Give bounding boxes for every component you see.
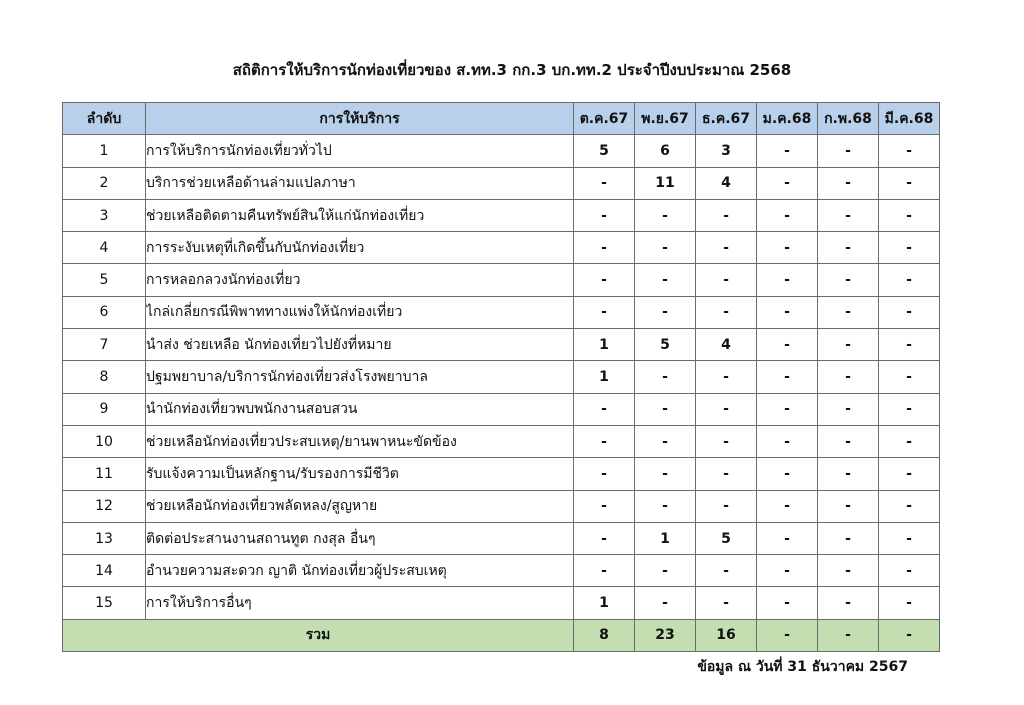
data-as-of-note: ข้อมูล ณ วันที่ 31 ธันวาคม 2567: [697, 659, 908, 675]
value-cell: -: [757, 361, 818, 393]
value-cell: -: [879, 296, 940, 328]
value-cell: 5: [635, 329, 696, 361]
value-cell: -: [696, 232, 757, 264]
total-label: รวม: [63, 619, 574, 651]
total-cell: 16: [696, 619, 757, 651]
value-cell: -: [818, 522, 879, 554]
value-cell: -: [696, 490, 757, 522]
value-cell: -: [635, 199, 696, 231]
table-row: [63, 458, 940, 490]
value-cell: -: [757, 458, 818, 490]
service-name: ช่วยเหลือนักท่องเที่ยวประสบเหตุ/ยานพาหนะขัดข้อง: [146, 425, 574, 457]
value-cell: -: [757, 199, 818, 231]
value-cell: -: [879, 135, 940, 167]
value-cell: -: [696, 296, 757, 328]
service-name: อำนวยความสะดวก ญาติ นักท่องเที่ยวผู้ประสบเหตุ: [146, 555, 574, 587]
table-row: [63, 425, 940, 457]
value-cell: -: [574, 425, 635, 457]
row-number: 7: [63, 329, 146, 361]
row-number: 4: [63, 232, 146, 264]
value-cell: -: [635, 490, 696, 522]
value-cell: -: [574, 199, 635, 231]
column-header-feb68: ก.พ.68: [818, 103, 879, 135]
service-name: รับแจ้งความเป็นหลักฐาน/รับรองการมีชีวิต: [146, 458, 574, 490]
value-cell: -: [635, 555, 696, 587]
value-cell: -: [818, 167, 879, 199]
value-cell: 3: [696, 135, 757, 167]
value-cell: -: [757, 135, 818, 167]
value-cell: -: [696, 555, 757, 587]
value-cell: -: [635, 264, 696, 296]
service-name: นำนักท่องเที่ยวพบพนักงานสอบสวน: [146, 393, 574, 425]
row-number: 8: [63, 361, 146, 393]
table-row: [63, 393, 940, 425]
page-title: สถิติการให้บริการนักท่องเที่ยวของ ส.ทท.3 กก.3 บก.ทท.2 ประจำปีงบประมาณ 2568: [232, 61, 792, 79]
row-number: 9: [63, 393, 146, 425]
value-cell: -: [879, 393, 940, 425]
service-name: นำส่ง ช่วยเหลือ นักท่องเที่ยวไปยังที่หมาย: [146, 329, 574, 361]
column-header-oct67: ต.ค.67: [574, 103, 635, 135]
value-cell: -: [757, 296, 818, 328]
value-cell: 11: [635, 167, 696, 199]
service-name: ปฐมพยาบาล/บริการนักท่องเที่ยวส่งโรงพยาบาล: [146, 361, 574, 393]
service-name: ไกล่เกลี่ยกรณีพิพาททางแพ่งให้นักท่องเที่ยว: [146, 296, 574, 328]
value-cell: -: [879, 522, 940, 554]
value-cell: -: [574, 296, 635, 328]
value-cell: -: [879, 425, 940, 457]
table-row: [63, 522, 940, 554]
value-cell: -: [879, 587, 940, 619]
value-cell: -: [818, 490, 879, 522]
column-header-nov67: พ.ย.67: [635, 103, 696, 135]
value-cell: -: [757, 425, 818, 457]
service-name: การให้บริการนักท่องเที่ยวทั่วไป: [146, 135, 574, 167]
table-row: [63, 135, 940, 167]
total-cell: -: [879, 619, 940, 651]
value-cell: -: [757, 167, 818, 199]
value-cell: 1: [574, 361, 635, 393]
value-cell: -: [696, 458, 757, 490]
value-cell: 4: [696, 329, 757, 361]
total-cell: 8: [574, 619, 635, 651]
service-name: การหลอกลวงนักท่องเที่ยว: [146, 264, 574, 296]
value-cell: -: [818, 135, 879, 167]
table-row: [63, 167, 940, 199]
table-row: [63, 361, 940, 393]
value-cell: -: [757, 329, 818, 361]
value-cell: -: [696, 425, 757, 457]
value-cell: -: [818, 393, 879, 425]
value-cell: 1: [574, 329, 635, 361]
total-cell: -: [757, 619, 818, 651]
value-cell: -: [879, 232, 940, 264]
value-cell: -: [818, 458, 879, 490]
value-cell: -: [574, 490, 635, 522]
column-header-no: ลำดับ: [63, 103, 146, 135]
value-cell: -: [757, 393, 818, 425]
value-cell: 1: [574, 587, 635, 619]
value-cell: -: [818, 425, 879, 457]
table-row: [63, 296, 940, 328]
value-cell: -: [635, 587, 696, 619]
service-name: การให้บริการอื่นๆ: [146, 587, 574, 619]
value-cell: -: [818, 264, 879, 296]
column-header-service: การให้บริการ: [146, 103, 574, 135]
value-cell: -: [696, 199, 757, 231]
table-row: [63, 587, 940, 619]
value-cell: 5: [696, 522, 757, 554]
value-cell: -: [635, 458, 696, 490]
value-cell: -: [635, 425, 696, 457]
statistics-table: [62, 102, 940, 652]
value-cell: -: [757, 555, 818, 587]
value-cell: 6: [635, 135, 696, 167]
value-cell: -: [696, 264, 757, 296]
value-cell: -: [818, 361, 879, 393]
row-number: 15: [63, 587, 146, 619]
service-name: การระงับเหตุที่เกิดขึ้นกับนักท่องเที่ยว: [146, 232, 574, 264]
table-body: [63, 135, 940, 619]
row-number: 1: [63, 135, 146, 167]
value-cell: 4: [696, 167, 757, 199]
table-row: [63, 232, 940, 264]
row-number: 13: [63, 522, 146, 554]
value-cell: -: [818, 587, 879, 619]
row-number: 14: [63, 555, 146, 587]
row-number: 11: [63, 458, 146, 490]
service-name: บริการช่วยเหลือด้านล่ามแปลภาษา: [146, 167, 574, 199]
column-header-jan68: ม.ค.68: [757, 103, 818, 135]
total-row: [63, 619, 940, 651]
value-cell: -: [818, 296, 879, 328]
value-cell: -: [574, 167, 635, 199]
value-cell: -: [574, 393, 635, 425]
value-cell: -: [879, 555, 940, 587]
value-cell: -: [574, 522, 635, 554]
value-cell: -: [818, 555, 879, 587]
row-number: 10: [63, 425, 146, 457]
value-cell: -: [818, 232, 879, 264]
value-cell: -: [757, 522, 818, 554]
value-cell: -: [635, 232, 696, 264]
total-cell: 23: [635, 619, 696, 651]
value-cell: -: [574, 264, 635, 296]
value-cell: -: [635, 361, 696, 393]
table-row: [63, 555, 940, 587]
row-number: 12: [63, 490, 146, 522]
value-cell: -: [879, 199, 940, 231]
value-cell: -: [635, 296, 696, 328]
table-row: [63, 264, 940, 296]
row-number: 5: [63, 264, 146, 296]
table-row: [63, 490, 940, 522]
value-cell: 5: [574, 135, 635, 167]
value-cell: -: [757, 490, 818, 522]
value-cell: -: [757, 587, 818, 619]
table-row: [63, 329, 940, 361]
value-cell: -: [574, 458, 635, 490]
value-cell: -: [696, 587, 757, 619]
value-cell: 1: [635, 522, 696, 554]
service-name: ช่วยเหลือนักท่องเที่ยวพลัดหลง/สูญหาย: [146, 490, 574, 522]
service-name: ติดต่อประสานงานสถานทูต กงสุล อื่นๆ: [146, 522, 574, 554]
value-cell: -: [757, 232, 818, 264]
value-cell: -: [879, 458, 940, 490]
value-cell: -: [879, 264, 940, 296]
row-number: 2: [63, 167, 146, 199]
table-header-row: [63, 103, 940, 135]
value-cell: -: [879, 361, 940, 393]
table-row: [63, 199, 940, 231]
value-cell: -: [879, 329, 940, 361]
value-cell: -: [879, 167, 940, 199]
value-cell: -: [696, 361, 757, 393]
value-cell: -: [574, 232, 635, 264]
value-cell: -: [879, 490, 940, 522]
value-cell: -: [757, 264, 818, 296]
value-cell: -: [818, 329, 879, 361]
value-cell: -: [574, 555, 635, 587]
value-cell: -: [696, 393, 757, 425]
service-name: ช่วยเหลือติดตามคืนทรัพย์สินให้แก่นักท่องเที่ยว: [146, 199, 574, 231]
value-cell: -: [635, 393, 696, 425]
column-header-mar68: มี.ค.68: [879, 103, 940, 135]
value-cell: -: [818, 199, 879, 231]
row-number: 6: [63, 296, 146, 328]
row-number: 3: [63, 199, 146, 231]
total-cell: -: [818, 619, 879, 651]
column-header-dec67: ธ.ค.67: [696, 103, 757, 135]
